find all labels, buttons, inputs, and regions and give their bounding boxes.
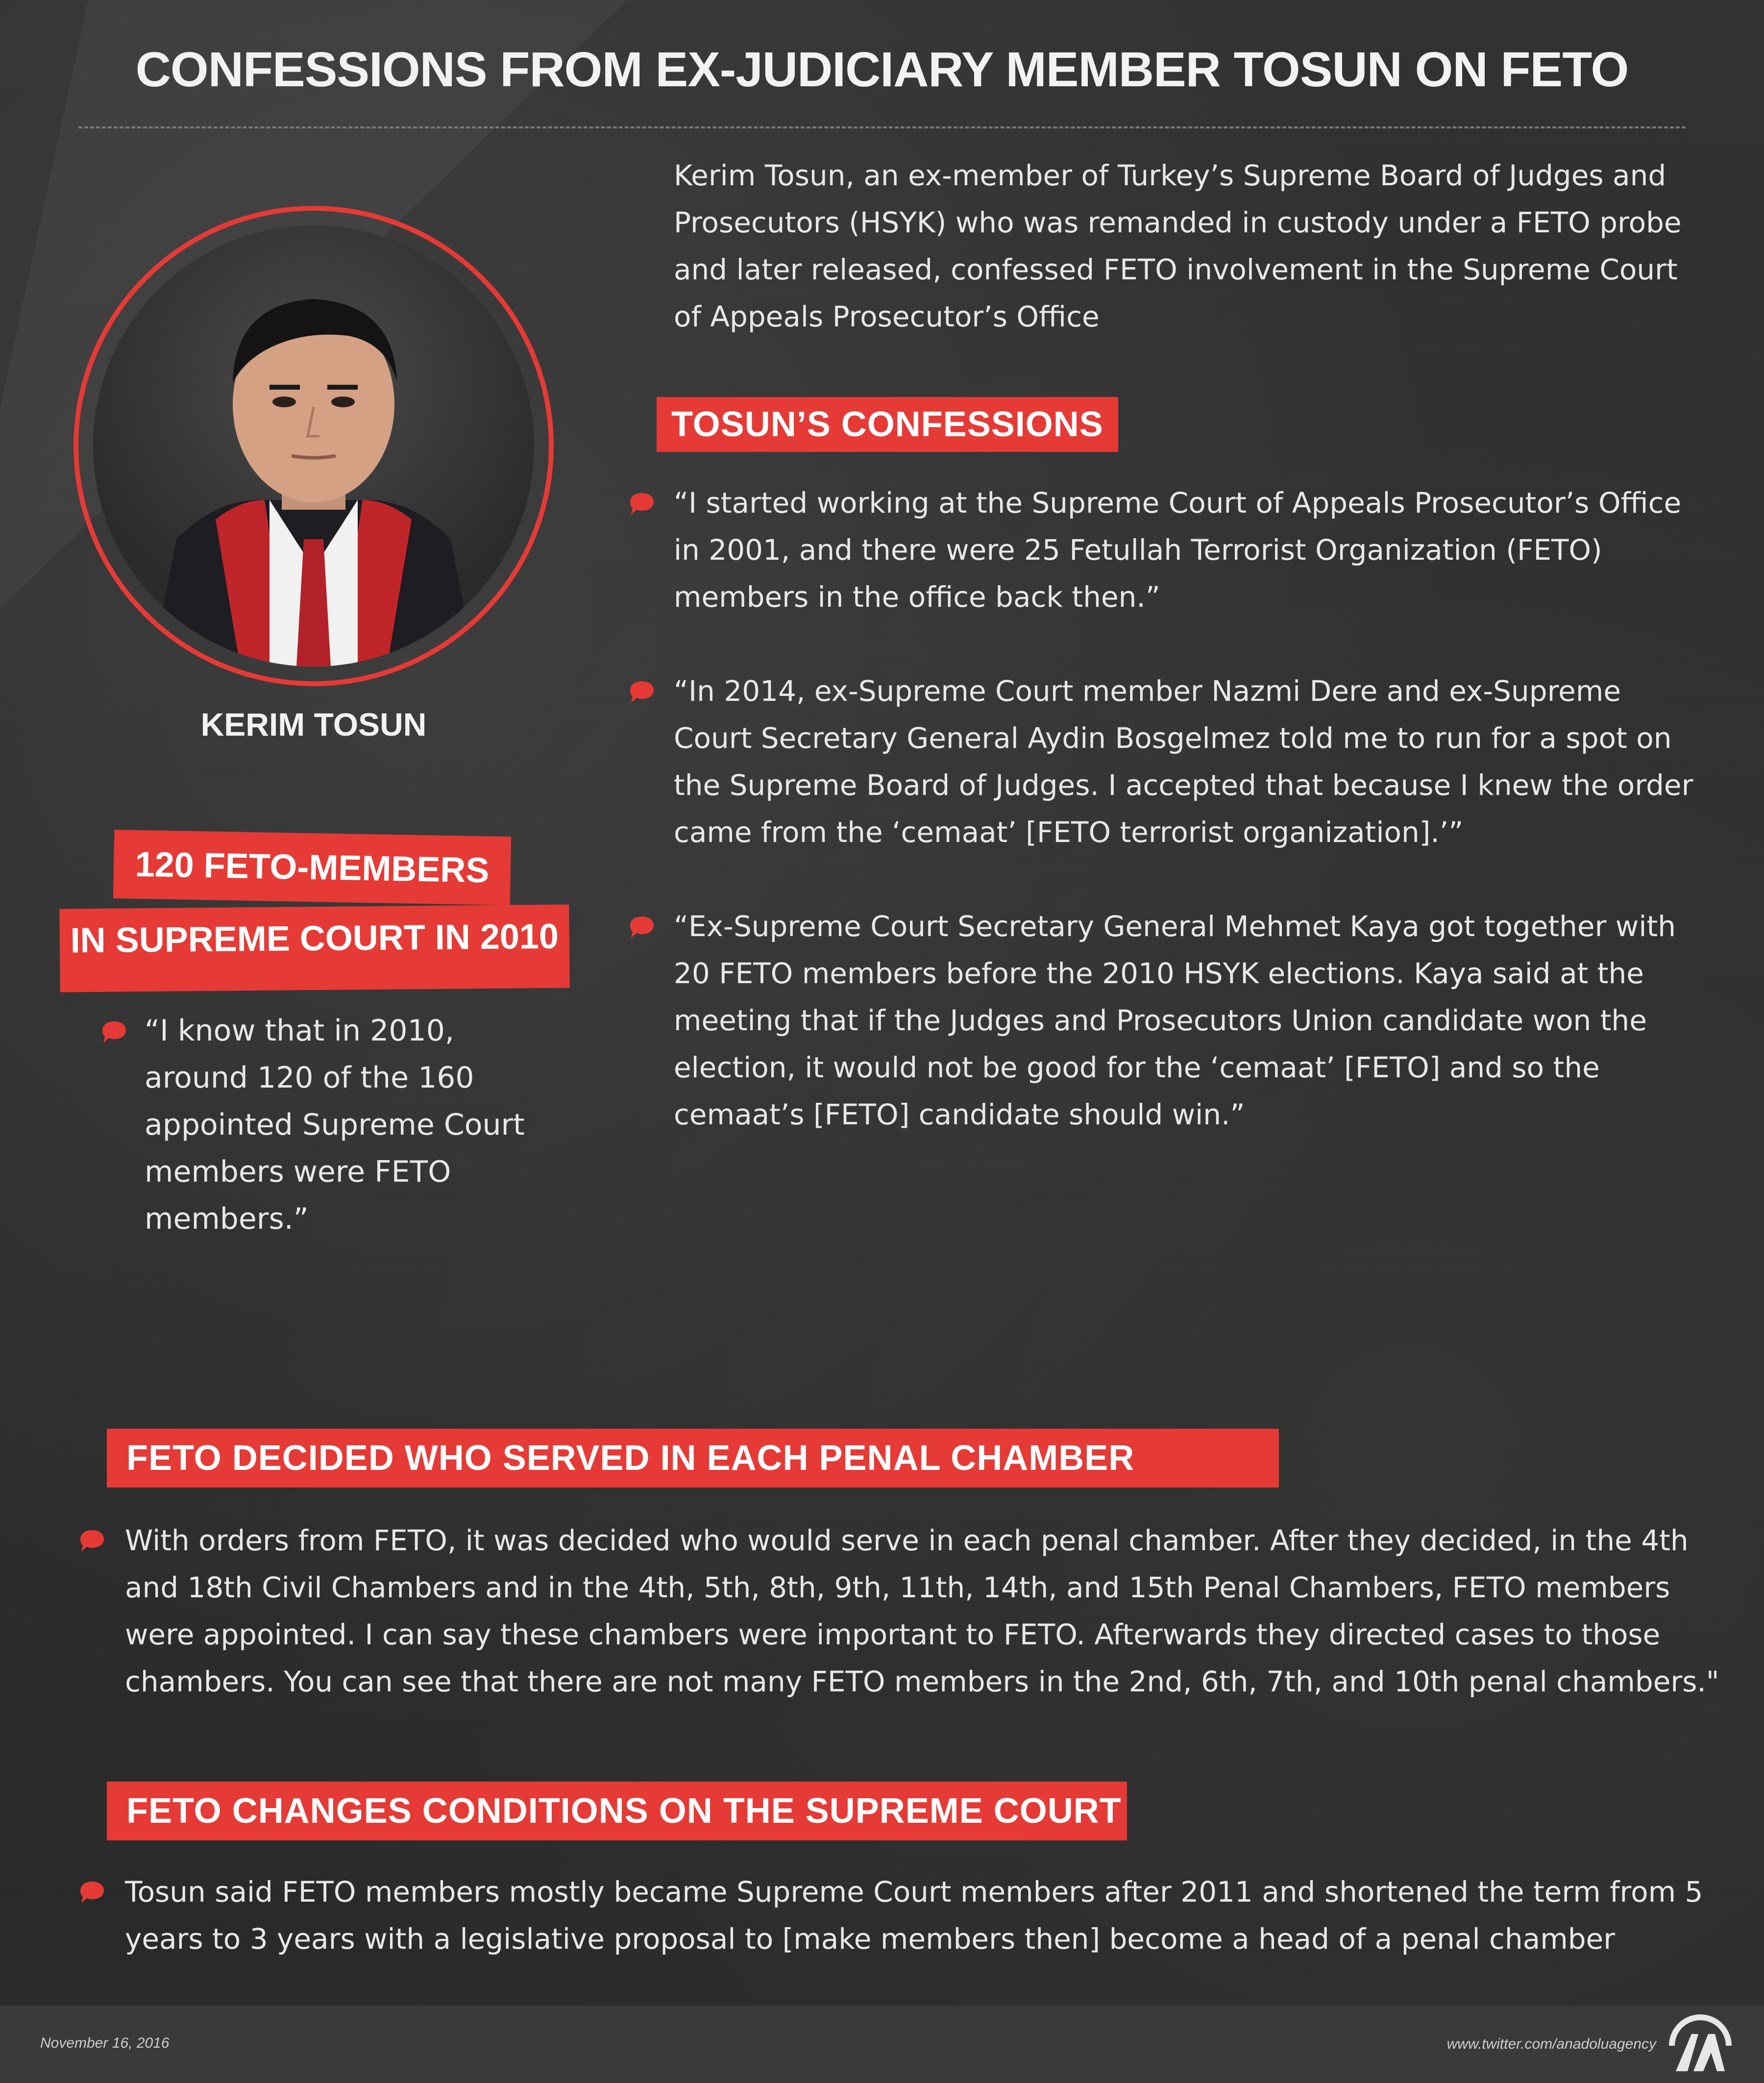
anadolu-agency-logo-icon [1666, 2014, 1735, 2074]
conditions-text: Tosun said FETO members mostly became Supreme Court members after 2011 and shortened the term from 5 years to 3 years with a legislative proposal to [make members then] become a head of a penal chamber [125, 1875, 1703, 1956]
speech-bubble-icon [78, 1880, 106, 1905]
side-heading-line2: IN SUPREME COURT IN 2010 [59, 904, 569, 992]
title-divider [78, 126, 1686, 128]
speech-bubble-icon [78, 1528, 106, 1554]
intro-paragraph: Kerim Tosun, an ex-member of Turkey’s Supreme Board of Judges and Prosecutors (HSYK) who was remanded in custody under a FETO probe and later released, confessed FETO involvement in the Supreme Court of Appeals Prosecutor’s Office [674, 159, 1682, 333]
speech-bubble-icon [628, 915, 656, 940]
portrait-illustration [93, 225, 534, 667]
chambers-heading: FETO DECIDED WHO SERVED IN EACH PENAL CHAMBER [107, 1429, 1279, 1488]
footer [0, 2006, 1764, 2083]
portrait-photo [93, 225, 534, 667]
conditions-heading: FETO CHANGES CONDITIONS ON THE SUPREME COURT [107, 1782, 1127, 1840]
side-quote: “I know that in 2010, around 120 of the 160 appointed Supreme Court members were FETO members.” [145, 1014, 525, 1236]
profile-name: KERIM TOSUN [200, 706, 427, 743]
footer-date: November 16, 2016 [40, 2035, 170, 2051]
chambers-text: With orders from FETO, it was decided who would serve in each penal chamber. After they decided, in the 4th and 18th Civil Chambers and in the 4th, 5th, 8th, 9th, 11th, 14th, and 15th Penal Chambers, FETO members were appointed. I can say these chambers were important to FETO. Afterwards they directed cases to those chambers. You can see that there are not many FETO members in the 2nd, 6th, 7th, and 10th penal chambers." [125, 1524, 1719, 1698]
twitter-link[interactable]: www.twitter.com/anadoluagency [1446, 2036, 1656, 2052]
page-title: CONFESSIONS FROM EX-JUDICIARY MEMBER TOSUN ON FETO [135, 42, 1629, 97]
confession-quote-1: “I started working at the Supreme Court of Appeals Prosecutor’s Office in 2001, and there were 25 Fetullah Terrorist Organization (FETO) members in the office back then.” [674, 486, 1682, 614]
speech-bubble-icon [100, 1019, 128, 1045]
confession-quote-3: “Ex-Supreme Court Secretary General Mehmet Kaya got together with 20 FETO members before the 2010 HSYK elections. Kaya said at the meeting that if the Judges and Prosecutors Union candidate won the election, it would not be good for the ‘cemaat’ [FETO] and so the cemaat’s [FETO] candidate should win.” [674, 910, 1676, 1131]
portrait-frame [74, 206, 554, 686]
side-heading-line1: 120 FETO-MEMBERS [113, 830, 511, 905]
confession-quote-2: “In 2014, ex-Supreme Court member Nazmi Dere and ex-Supreme Court Secretary General Aydin Bosgelmez told me to run for a spot on the Supreme Board of Judges. I accepted that because I knew the order came from the ‘cemaat’ [FETO terrorist organization].’” [674, 674, 1693, 849]
confessions-heading: TOSUN’S CONFESSIONS [657, 397, 1118, 452]
speech-bubble-icon [628, 491, 656, 517]
speech-bubble-icon [628, 679, 656, 705]
